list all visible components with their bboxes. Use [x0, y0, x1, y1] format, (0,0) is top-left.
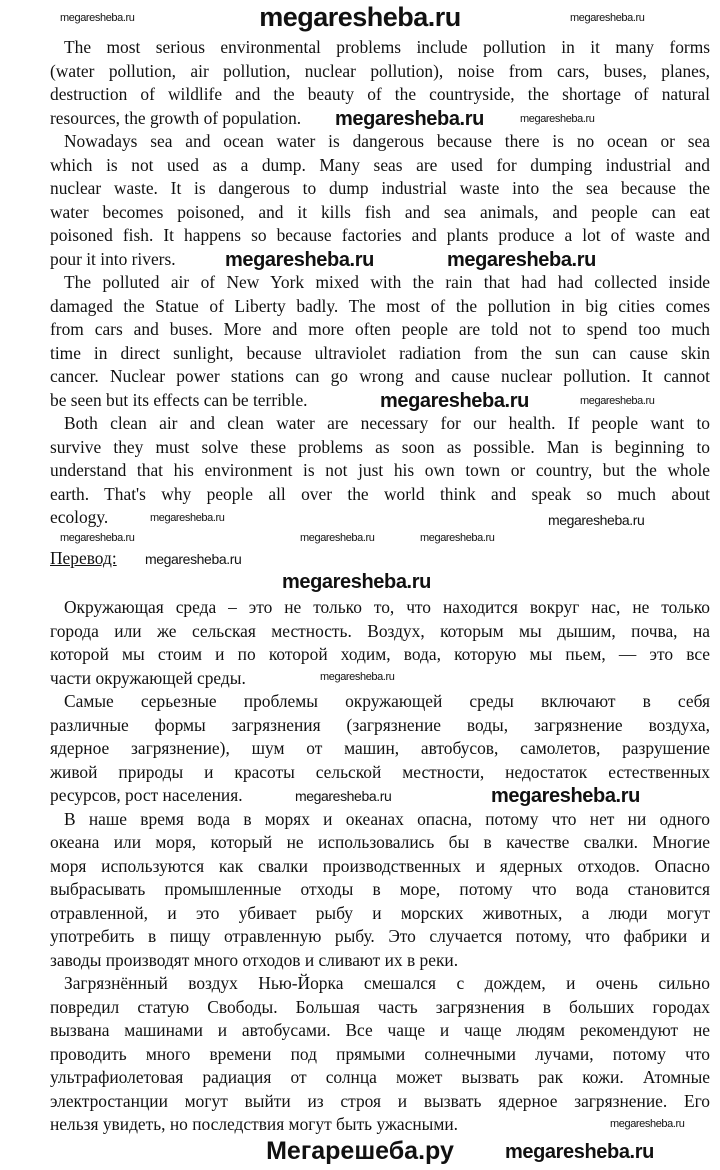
watermark: megaresheba.ru — [335, 108, 484, 130]
text-line: ядерное загрязнение), шум от машин, автобусов, самолетов, разрушение — [50, 738, 710, 758]
translation-heading: Перевод: — [50, 548, 117, 568]
text-line: pour it into rivers. — [50, 248, 176, 269]
text-line: survive they must solve these problems as soon as possible. Man is beginning to — [50, 436, 710, 457]
site-footer-watermark: Мегарешеба.ру — [266, 1137, 454, 1165]
watermark: megaresheba.ru — [145, 551, 242, 567]
watermark: megaresheba.ru — [548, 512, 645, 528]
text-line: электростанции могут выйти из строя и вызвать ядерное загрязнение. Его — [50, 1090, 710, 1111]
text-line: города или же сельская местность. Воздух, которым мы дышим, почва, на — [50, 620, 710, 641]
watermark: megaresheba.ru — [300, 532, 375, 544]
text-line: time in direct sunlight, because ultraviolet radiation from the sun can cause skin — [50, 342, 710, 363]
watermark: megaresheba.ru — [580, 395, 655, 407]
text-line: earth. That's why people all over the world think and speak so much about — [50, 483, 710, 504]
text-line: проводить много времени под прямыми солнечными лучами, потому что — [50, 1043, 710, 1064]
text-line: выбрасывать промышленные отходы в море, потому что вода становится — [50, 879, 710, 899]
text-line: Загрязнённый воздух Нью-Йорка смешался с дождем, и очень сильно — [64, 973, 710, 993]
watermark: megaresheba.ru — [60, 532, 135, 544]
text-line: nuclear waste. It is dangerous to dump industrial waste into the sea because the — [50, 178, 710, 198]
watermark: megaresheba.ru — [505, 1141, 654, 1163]
text-line: from cars and buses. More and more often people are told not to spend too much — [50, 319, 710, 339]
text-line: заводы производят много отходов и сливают их в реки. — [50, 949, 459, 970]
text-line: understand that his environment is not just his own town or country, but the whole — [50, 460, 710, 480]
text-line: Both clean air and clean water are necessary for our health. If people want to — [64, 413, 710, 433]
text-line: ресурсов, рост населения. — [50, 785, 243, 805]
text-line: damaged the Statue of Liberty badly. The most of the pollution in big cities comes — [50, 295, 710, 316]
text-line: be seen but its effects can be terrible. — [50, 389, 308, 410]
text-line: ультрафиолетовая радиация от солнца может вызвать рак кожи. Атомные — [50, 1067, 710, 1087]
text-line: различные формы загрязнения (загрязнение воды, загрязнение воздуха, — [50, 714, 710, 735]
text-line: Окружающая среда – это не только то, что находится вокруг нас, не только — [64, 597, 710, 617]
text-line: resources, the growth of population. — [50, 107, 302, 128]
text-line: The polluted air of New York mixed with the rain that had had collected inside — [64, 272, 710, 292]
text-line: живой природы и красоты сельской местности, недостаток естественных — [50, 761, 710, 782]
watermark: megaresheba.ru — [282, 571, 431, 593]
watermark: megaresheba.ru — [420, 532, 495, 544]
text-line: части окружающей среды. — [50, 667, 246, 688]
text-line: (water pollution, air pollution, nuclear pollution), noise from cars, buses, planes, — [50, 60, 710, 81]
text-line: ecology. — [50, 507, 109, 527]
watermark: megaresheba.ru — [491, 785, 640, 807]
watermark: megaresheba.ru — [380, 390, 529, 412]
text-line: destruction of wildlife and the beauty of the countryside, the shortage of natural — [50, 84, 710, 104]
text-line: cancer. Nuclear power stations can go wrong and cause nuclear pollution. It cannot — [50, 366, 710, 386]
watermark: megaresheba.ru — [447, 249, 596, 271]
text-line: which is not used as a dump. Many seas are used for dumping industrial and — [50, 154, 710, 175]
text-line: poisoned fish. It happens so because factories and plants produce a lot of waste and — [50, 225, 710, 245]
watermark: megaresheba.ru — [520, 113, 595, 125]
watermark: megaresheba.ru — [570, 12, 645, 24]
watermark: megaresheba.ru — [225, 249, 374, 271]
text-line: water becomes poisoned, and it kills fish and sea animals, and people can eat — [50, 201, 710, 222]
watermark: megaresheba.ru — [150, 512, 225, 524]
watermark: megaresheba.ru — [320, 671, 395, 683]
text-line: В наше время вода в морях и океанах опасна, потому что нет ни одного — [64, 808, 710, 829]
text-line: океана или моря, который не использовались бы в качестве свалки. Многие — [50, 832, 710, 852]
text-line: Самые серьезные проблемы окружающей среды включают в себя — [64, 691, 710, 711]
text-line: повредил статую Свободы. Большая часть загрязнения в больших городах — [50, 996, 710, 1017]
text-line: нельзя увидеть, но последствия могут быть ужасными. — [50, 1114, 459, 1134]
site-header-watermark: megaresheba.ru — [259, 2, 461, 32]
text-line: отравленной, и это убивает рыбу и морских животных, а люди могут — [50, 902, 710, 923]
text-line: моря используются как свалки производственных и ядерных отходов. Опасно — [50, 855, 710, 876]
watermark: megaresheba.ru — [60, 12, 135, 24]
text-line: вызвана машинами и автобусами. Все чаще и чаще людям рекомендуют не — [50, 1020, 710, 1040]
text-line: которой мы стоим и по которой ходим, вода, которую мы пьем, — это все — [50, 644, 710, 664]
watermark: megaresheba.ru — [610, 1118, 685, 1130]
text-line: The most serious environmental problems include pollution in it many forms — [64, 37, 710, 57]
text-line: употребить в пищу отравленную рыбу. Это случается потому, что фабрики и — [50, 926, 710, 946]
text-line: Nowadays sea and ocean water is dangerous because there is no ocean or sea — [64, 131, 710, 151]
watermark: megaresheba.ru — [295, 788, 392, 804]
